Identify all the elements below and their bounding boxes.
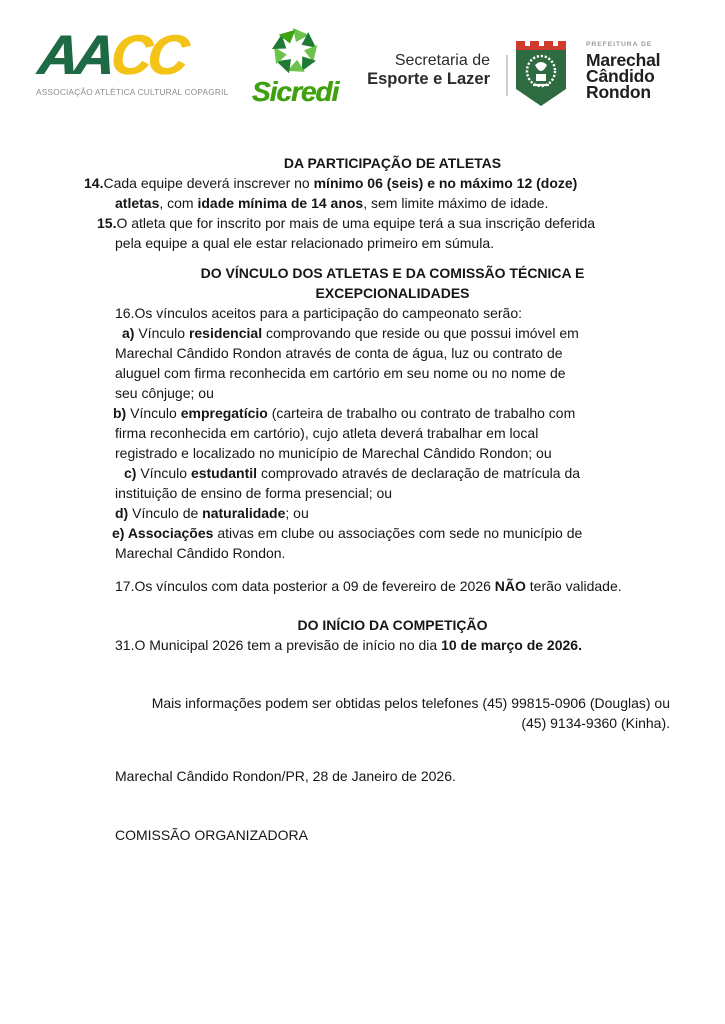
- spacer: [115, 563, 670, 576]
- item-15: 15.O atleta que for inscrito por mais de uma equipe terá a sua inscrição deferida pela equipe a qual ele estar relacionado primeiro em súmula.: [97, 215, 596, 251]
- secretaria-line2: Esporte e Lazer: [367, 70, 490, 88]
- sicredi-pinwheel-icon: [270, 26, 320, 76]
- item-16d: d) Vínculo de naturalidade; ou: [115, 505, 309, 521]
- document-header: [0, 0, 725, 135]
- document-body: [84, 153, 670, 845]
- spacer: [115, 596, 670, 615]
- aacc-acronym-yellow: CC: [108, 23, 188, 86]
- spacer: [115, 733, 670, 766]
- city-crest-icon: [514, 40, 568, 108]
- prefeitura-logo-text: [586, 41, 660, 100]
- aacc-logo: [35, 23, 229, 97]
- section-title-inicio: DO INÍCIO DA COMPETIÇÃO: [297, 617, 488, 633]
- item-14: 14.Cada equipe deverá inscrever no mínimo 06 (seis) e no máximo 12 (doze) atletas, com idade mínima de 14 anos, sem limite máximo de idade.: [84, 175, 578, 211]
- aacc-tagline: ASSOCIAÇÃO ATLÉTICA CULTURAL COPAGRIL: [36, 87, 229, 97]
- sicredi-wordmark: Sicredi: [251, 76, 339, 107]
- item-16: 16.Os vínculos aceitos para a participação do campeonato serão:: [115, 305, 523, 321]
- item-17: 17.Os vínculos com data posterior a 09 de fevereiro de 2026 NÃO terão validade.: [115, 578, 622, 594]
- sicredi-logo: [234, 26, 356, 105]
- secretaria-line1: Secretaria de: [394, 52, 490, 69]
- spacer: [115, 655, 670, 693]
- spacer: [115, 786, 670, 825]
- item-16b: b) Vínculo empregatício (carteira de trabalho ou contrato de trabalho com firma reconhecida em cartório), cujo atleta deverá trabalhar em local registrado e localizado no município de Marechal Cândido Rondon; ou: [113, 405, 576, 461]
- aacc-acronym: [35, 23, 226, 86]
- aacc-acronym-green: AA: [35, 23, 115, 86]
- prefeitura-eyebrow: PREFEITURA DE: [586, 41, 653, 48]
- city-name-line2: Cândido: [586, 66, 655, 86]
- city-name-line1: Marechal: [586, 50, 661, 70]
- signature-line: COMISSÃO ORGANIZADORA: [115, 827, 308, 843]
- contact-info: Mais informações podem ser obtidas pelos telefones (45) 99815-0906 (Douglas) ou (45) 9134-9360 (Kinha).: [151, 695, 670, 731]
- item-16e: e) Associações ativas em clube ou associações com sede no município de Marechal Cândido Rondon.: [112, 525, 583, 561]
- secretaria-esporte-lazer-logo: [356, 52, 490, 88]
- spacer: [115, 253, 670, 263]
- item-16c: c) Vínculo estudantil comprovado através de declaração de matrícula da instituição de ensino de forma presencial; ou: [115, 465, 581, 501]
- header-divider: [506, 55, 508, 96]
- date-line: Marechal Cândido Rondon/PR, 28 de Janeiro de 2026.: [115, 768, 456, 784]
- item-31: 31.O Municipal 2026 tem a previsão de início no dia 10 de março de 2026.: [115, 637, 582, 653]
- section-title-participacao: DA PARTICIPAÇÃO DE ATLETAS: [283, 155, 502, 171]
- city-name-line3: Rondon: [586, 82, 651, 102]
- section-title-vinculo: DO VÍNCULO DOS ATLETAS E DA COMISSÃO TÉCNICA E EXCEPCIONALIDADES: [200, 265, 585, 301]
- item-16a: a) Vínculo residencial comprovando que reside ou que possui imóvel em Marechal Cândido Rondon através de conta de água, luz ou contrato de aluguel com firma reconhecida em cartório em seu nome ou no nome de seu cônjuge; ou: [115, 325, 579, 401]
